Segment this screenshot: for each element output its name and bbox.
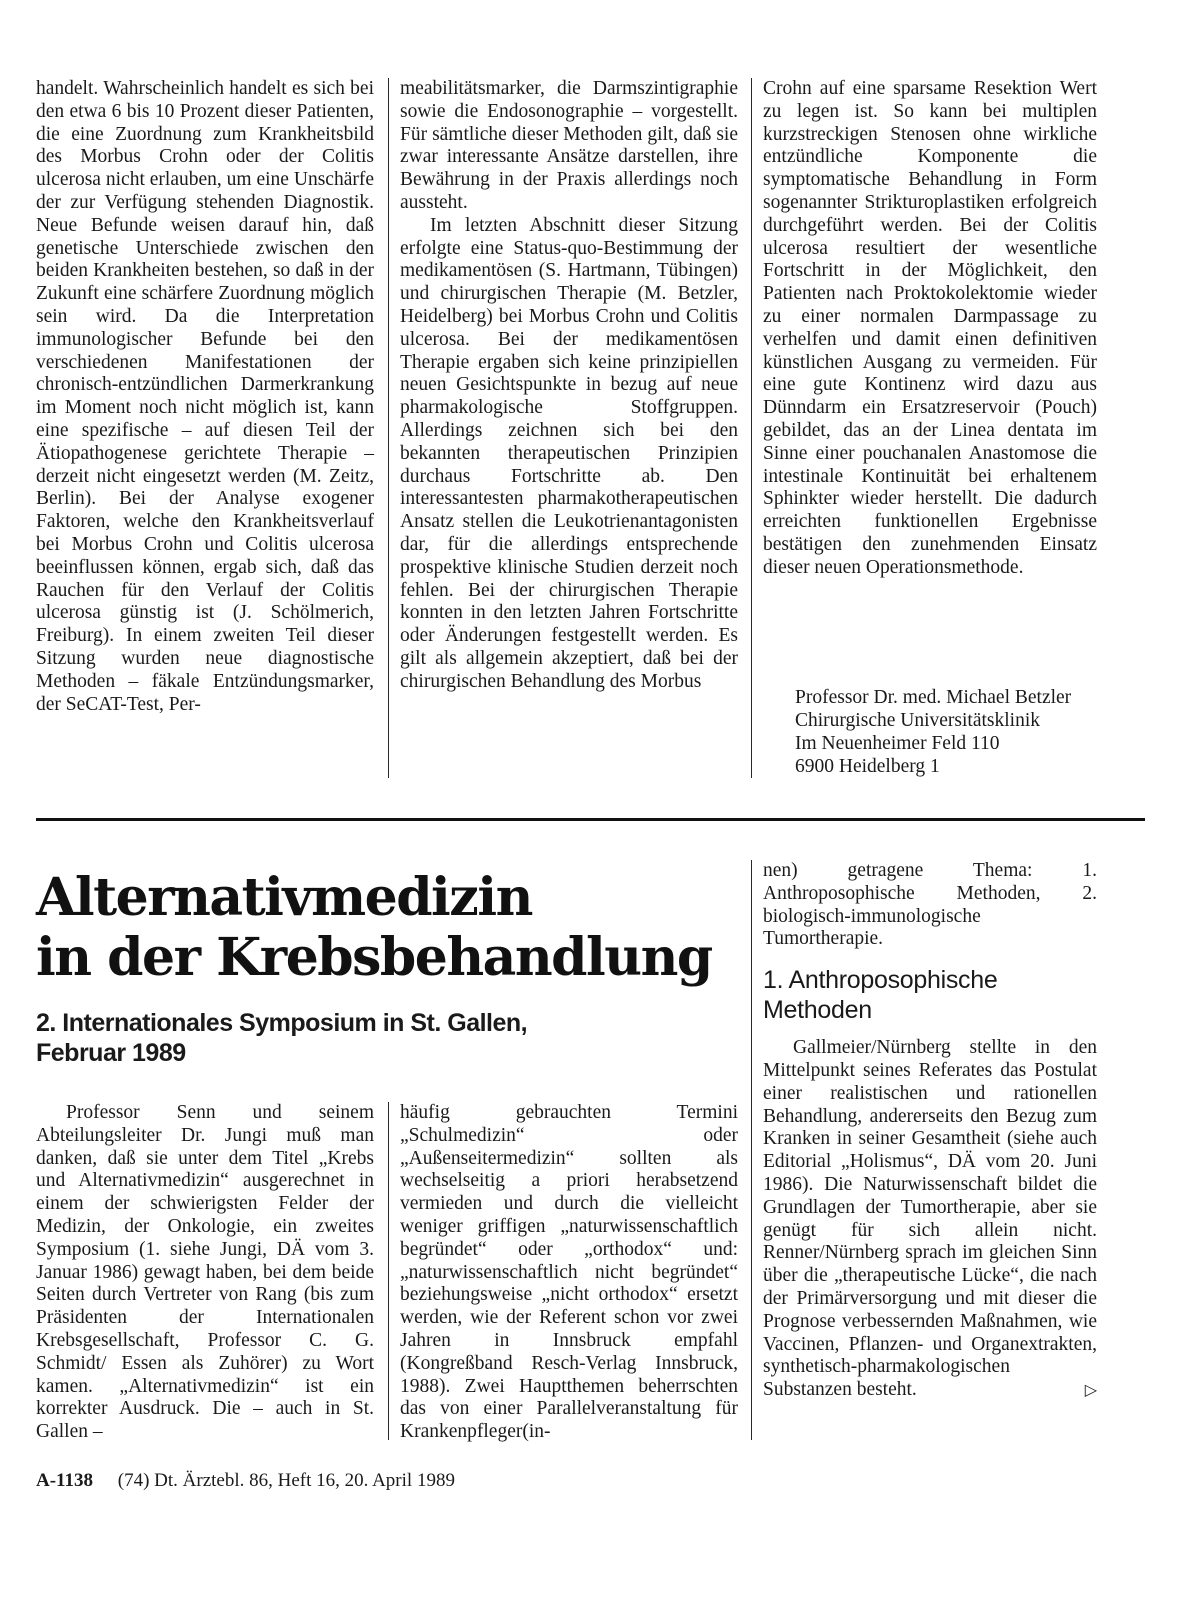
article-subtitle-line-2: Februar 1989 xyxy=(36,1039,186,1067)
column-divider xyxy=(751,78,752,778)
continue-arrow-icon: ▷ xyxy=(1084,1382,1097,1400)
article-paragraph: Professor Senn und seinem Abteilungsleiter Dr. Jungi muß man danken, daß sie unter dem Titel „Krebs und Alternativmedizin“ ausgerechnet in einem der schwierigsten Felder der Medizin, der Onkologie, ein zweites Symposium (1. siehe Jungi, DÄ vom 3. Januar 1986) gewagt haben, bei dem beide Seiten durch Vertreter von Rang (bis zum Präsidenten der Internationalen Krebsgesellschaft, Professor C. G. Schmidt/ Essen als Zuhörer) zu Wort kamen. „Alternativmedizin“ ist ein korrekter Ausdruck. Die – auch in St. Gallen – xyxy=(36,1102,374,1443)
top-article-column-1 xyxy=(36,78,374,716)
author-name: Professor Dr. med. Michael Betzler xyxy=(795,687,1072,708)
author-address xyxy=(795,686,1071,778)
author-city: 6900 Heidelberg 1 xyxy=(795,756,940,777)
article-subtitle-line-1: 2. Internationales Symposium in St. Gallen, xyxy=(36,1009,528,1037)
top-article-paragraph: meabilitätsmarker, die Darmszintigraphie sowie die Endosonographie – vorgestellt. Für sämtliche dieser Methoden gilt, daß sie zwar interessante Ansätze darstellen, ihre Bewährung in der Praxis allerdings noch aussteht. xyxy=(400,78,738,213)
top-article-column-3 xyxy=(763,78,1097,580)
article-paragraph: häufig gebrauchten Termini „Schulmedizin“ oder „Außenseitermedizin“ sollten als wechselseitig a priori herabsetzend vermieden und durch die vielleicht weniger griffigen „naturwissenschaftlich begründet“ oder „orthodox“ und: „naturwissenschaftlich nicht begründet“ beziehungsweise „nicht orthodox“ ersetzt werden, wie der Referent schon vor zwei Jahren in Innsbruck empfahl (Kongreßband Resch-Verlag Innsbruck, 1988). Zwei Hauptthemen beherrschten das von einer Parallelveranstaltung für Krankenpfleger(in- xyxy=(400,1102,738,1443)
article-title-line-2: in der Krebsbehandlung xyxy=(36,927,712,988)
author-street: Im Neuenheimer Feld 110 xyxy=(795,733,1000,754)
section-heading: 1. Anthroposophische Methoden xyxy=(763,966,998,1025)
article-title-line-1: Alternativmedizin xyxy=(36,867,532,928)
top-article-column-2 xyxy=(400,78,738,694)
article-column-3 xyxy=(763,860,1097,1402)
top-article-paragraph: Im letzten Abschnitt dieser Sitzung erfolgte eine Status-quo-Bestimmung der medikamentösen (S. Hartmann, Tübingen) und chirurgischen Therapie (M. Betzler, Heidelberg) bei Morbus Crohn und Colitis ulcerosa. Bei der medikamentösen Therapie ergaben sich keine prinzipiellen neuen Gesichtspunkte in bezug auf neue pharmakologische Stoffgruppen. Allerdings zeichnen sich bei den bekannten therapeutischen Prinzipien durchaus Fortschritte ab. Den interessantesten pharmakotherapeutischen Ansatz stellen die Leukotrienantagonisten dar, für die allerdings entsprechende prospektive klinische Studien derzeit noch fehlen. Bei der chirurgischen Therapie konnten in den letzten Jahren Fortschritte oder Änderungen festgestellt werden. Es gilt als allgemein akzeptiert, daß bei der chirurgischen Behandlung des Morbus xyxy=(400,214,738,692)
issue-reference: (74) Dt. Ärztebl. 86, Heft 16, 20. April 1989 xyxy=(117,1470,455,1491)
article-title xyxy=(36,868,712,988)
article-column-2 xyxy=(400,1102,738,1444)
article-column-1 xyxy=(36,1102,374,1444)
page-code: A-1138 xyxy=(36,1470,93,1491)
column-divider xyxy=(388,1102,389,1440)
author-institution: Chirurgische Universitätsklinik xyxy=(795,710,1040,731)
top-article-paragraph: handelt. Wahrscheinlich handelt es sich bei den etwa 6 bis 10 Prozent dieser Patienten, die eine Zuordnung zum Krankheitsbild des Morbus Crohn oder der Colitis ulcerosa nicht erlauben, um eine Unschärfe der zur Verfügung stehenden Diagnostik. Neue Befunde weisen darauf hin, daß genetische Unterschiede zwischen den beiden Krankheiten bestehen, so daß in der Zukunft eine schärfere Zuordnung möglich sein wird. Da die Interpretation immunologischer Befunde bei den verschiedenen Manifestationen der chronisch-entzündlichen Darmerkrankung im Moment noch nicht möglich ist, kann eine spezifische – auf diesen Teil der Ätiopathogenese gerichtete Therapie – derzeit nicht eingesetzt werden (M. Zeitz, Berlin). Bei der Analyse exogener Faktoren, welche den Krankheitsverlauf bei Morbus Crohn und Colitis ulcerosa beeinflussen können, ergab sich, daß das Rauchen für den Verlauf der Colitis ulcerosa günstig ist (J. Schölmerich, Freiburg). In einem zweiten Teil dieser Sitzung wurden neue diagnostische Methoden – fäkale Entzündungsmarker, der SeCAT-Test, Per- xyxy=(36,78,374,715)
section-separator-rule xyxy=(36,818,1145,821)
page-footer xyxy=(36,1469,455,1493)
article-paragraph xyxy=(763,1037,1097,1402)
column-divider xyxy=(388,78,389,778)
article-subtitle xyxy=(36,1008,527,1068)
column-divider xyxy=(751,860,752,1440)
article-paragraph: nen) getragene Thema: 1. Anthroposophische Methoden, 2. biologisch-immunologische Tumortherapie. xyxy=(763,860,1097,950)
top-article-paragraph: Crohn auf eine sparsame Resektion Wert zu legen ist. So kann bei multiplen kurzstreckigen Stenosen ohne wirkliche entzündliche Komponente die symptomatische Behandlung in Form sogenannter Strikturoplastiken erfolgreich durchgeführt werden. Bei der Colitis ulcerosa resultiert der wesentliche Fortschritt in der Möglichkeit, den Patienten nach Proktokolektomie wieder zu einer normalen Darmpassage zu verhelfen und damit einen definitiven künstlichen Ausgang zu vermeiden. Für eine gute Kontinenz wird dazu aus Dünndarm ein Ersatzreservoir (Pouch) gebildet, das an der Linea dentata im Sinne einer pouchanalen Anastomose die intestinale Kontinuität bei erhaltenem Sphinkter wieder herstellt. Die dadurch erreichten funktionellen Ergebnisse bestätigen den zunehmenden Einsatz dieser neuen Operationsmethode. xyxy=(763,78,1097,578)
article-paragraph-text: Gallmeier/Nürnberg stellte in den Mittelpunkt seines Referates das Postulat einer realistischen und rationellen Behandlung, andererseits den Bezug zum Kranken in seiner Gesamtheit (siehe auch Editorial „Holismus“, DÄ vom 20. Juni 1986). Die Naturwissenschaft bildet die Grundlagen der Tumortherapie, aber sie genügt für sich allein nicht. Renner/Nürnberg sprach im gleichen Sinn über die „therapeutische Lücke“, die nach der Primärversorgung und mit dieser die Prognose verbessernden Maßnahmen, wie Vaccinen, Pflanzen- und Organextrakten, synthetisch-pharmakologischen Substanzen besteht. xyxy=(763,1037,1097,1401)
